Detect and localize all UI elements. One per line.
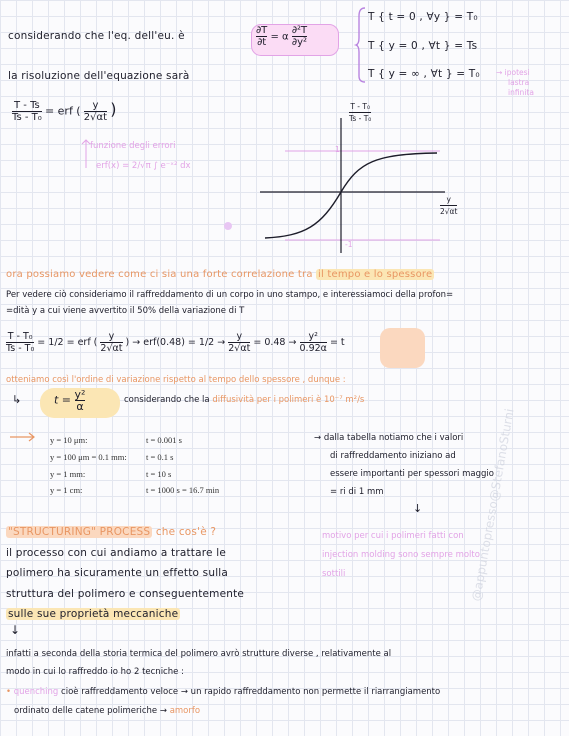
erf-graph	[255, 118, 458, 258]
motivo-line-3: sottili	[322, 569, 346, 579]
paragraph-line-2: =dità y a cui viene avvertito il 50% della variazione di T	[6, 306, 245, 316]
heat-equation: $\frac{\partial T}{\partial t}$ = α $\frac{\text{∂²T}}{\text{∂y²}}$	[256, 25, 308, 48]
structuring-arrow: ↓	[10, 623, 21, 637]
condition-1: T { t = 0 , ∀y } = T₀	[368, 11, 478, 23]
quenching-line-1: • quenching cioè raffreddamento veloce → un rapido raffreddamento non permette il riarrangiamento	[6, 687, 441, 697]
time-arrow: ↳	[12, 393, 22, 406]
table-row-2-y: y = 100 μm = 0.1 mm:	[50, 452, 127, 462]
motivo-line-1: motivo per cui i polimeri fatti con	[322, 531, 464, 541]
conditions-brace	[356, 6, 366, 84]
infatti-line-2: modo in cui lo raffreddo io ho 2 tecniche :	[6, 667, 184, 677]
table-note-2: di raffreddamento iniziano ad	[330, 451, 456, 461]
structuring-line-2: polimero ha sicuramente un effetto sulla	[6, 567, 229, 579]
table-row-4-t: t = 1000 s = 16.7 min	[146, 485, 220, 495]
infatti-line-1: infatti a seconda della storia termica del polimero avrò strutture diverse , relativamente al	[6, 649, 392, 659]
solution-intro: la risoluzione dell'equazione sarà	[8, 70, 190, 82]
table-row-1-t: t = 0.001 s	[146, 435, 182, 445]
table-row-2-t: t = 0.1 s	[146, 452, 174, 462]
error-function-arrow	[80, 140, 92, 170]
table-note-3: essere importanti per spessori maggio	[330, 469, 494, 479]
equation-chain: $\frac{\text{T - T₀}}{\text{Ts - T₀}}$ = 1/2 = erf ( $\frac{y}{2√\alpha t}$ ) → erf(0.48) = 1/2 → $\frac{y}{2√\alpha t}$ = 0.48 → $\frac{\text{y²}}{0.92\alpha}$ = t	[6, 331, 345, 354]
structuring-line-4: sulle sue proprietà meccaniche	[8, 608, 179, 620]
condition-note: → ipotesi lastra infinita	[496, 68, 534, 97]
table-arrow	[10, 432, 40, 442]
error-function-title: funzione degli errori	[90, 141, 176, 151]
graph-bottom-level: -1	[345, 240, 353, 249]
watermark: @appuntopresso@StefanoSturni	[469, 407, 517, 603]
motivo-line-2: injection molding sono sempre molto	[322, 550, 480, 560]
condition-3: T { y = ∞ , ∀t } = T₀	[368, 68, 480, 80]
paragraph-line-1: Per vedere ciò consideriamo il raffreddamento di un corpo in uno stampo, e interessiamoci della profon=	[6, 290, 454, 300]
correlation-line: ora possiamo vedere come ci sia una forte correlazione tra il tempo e lo spessore	[6, 269, 433, 280]
structuring-line-3: struttura del polimero e conseguentemente	[6, 588, 245, 600]
table-row-4-y: y = 1 cm:	[50, 485, 83, 495]
intro-text: considerando che l'eq. dell'eu. è	[8, 30, 185, 42]
table-note-arrow: ↓	[413, 502, 423, 515]
structuring-line-1: il processo con cui andiamo a trattare le	[6, 547, 227, 559]
table-row-1-y: y = 10 μm:	[50, 435, 88, 445]
obtain-line: otteniamo così l'ordine di variazione rispetto al tempo dello spessore , dunque :	[6, 375, 346, 385]
graph-y-label: $\frac{\text{T - T₀}}{\text{Ts - T₀}}$	[349, 102, 372, 123]
structuring-heading: "STRUCTURING" PROCESS che cos'è ?	[8, 526, 217, 538]
table-note-4: = ri di 1 mm	[330, 487, 384, 497]
dot-marker	[224, 222, 232, 230]
graph-top-level: 1	[335, 145, 340, 154]
table-row-3-t: t = 10 s	[146, 469, 172, 479]
table-row-3-y: y = 1 mm:	[50, 469, 86, 479]
error-function-formula: erf(x) = 2/√π ∫ e⁻ˣ² dx	[96, 161, 191, 171]
table-note-1: → dalla tabella notiamo che i valori	[314, 433, 464, 443]
quenching-line-2: ordinato delle catene polimeriche → amorfo	[14, 706, 201, 716]
time-text: considerando che la diffusività per i polimeri è 10⁻⁷ m²/s	[124, 395, 365, 405]
solution-formula: $\frac{T - Ts}{\text{Ts - T₀}}$ = erf ( $\frac{y}{2√\alpha t}$ )	[12, 99, 117, 123]
condition-2: T { y = 0 , ∀t } = Ts	[368, 40, 478, 52]
time-formula: t = $\frac{\text{y²}}{\alpha}$	[54, 388, 86, 413]
result-highlight	[380, 328, 425, 368]
graph-x-label: $\frac{y}{2√\alpha t}$	[440, 195, 458, 216]
